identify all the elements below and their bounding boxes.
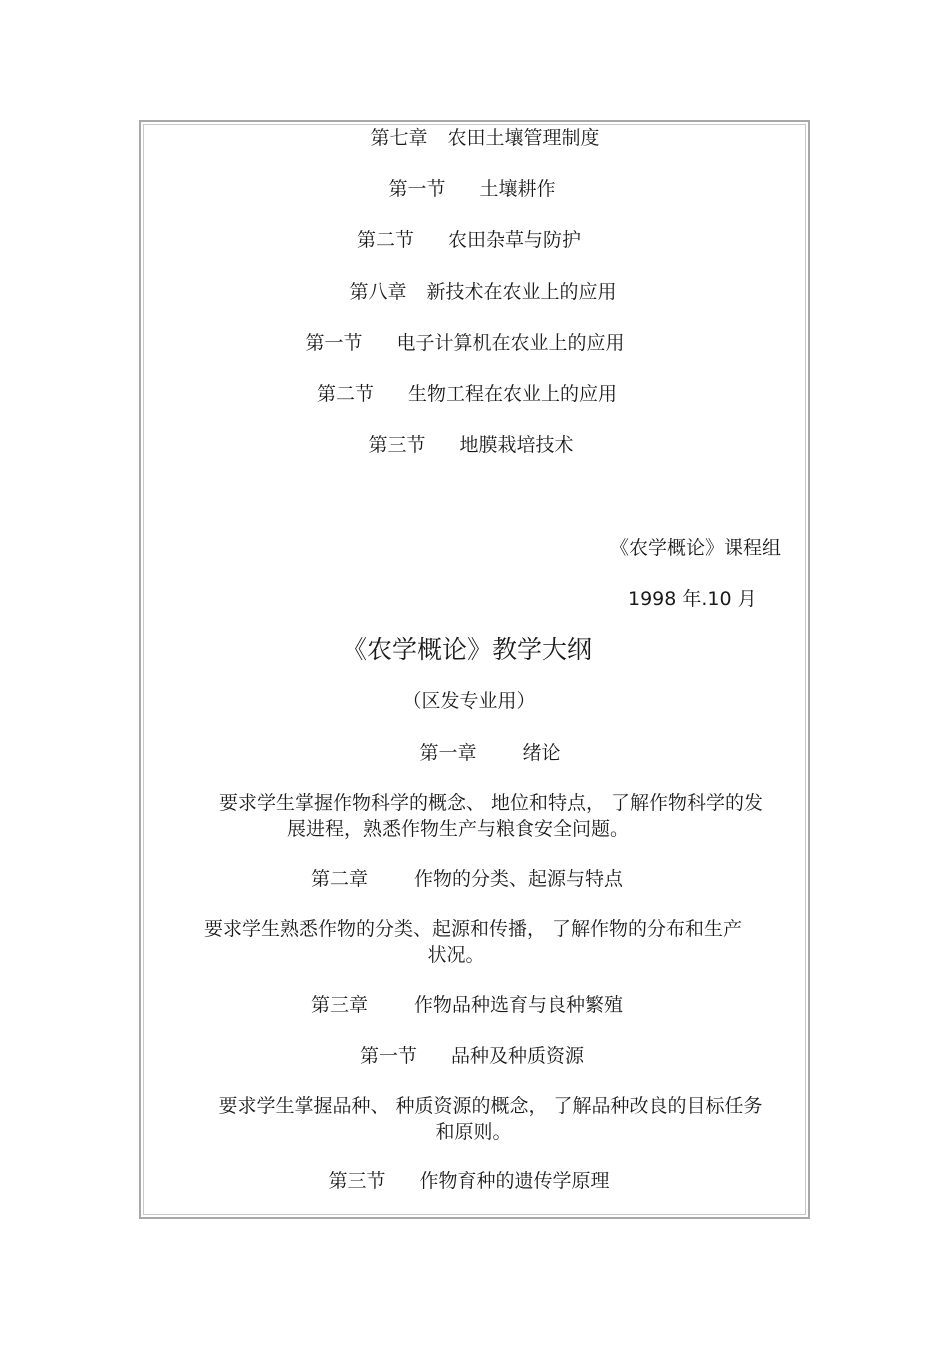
chapter-label: 第二章	[310, 868, 368, 890]
section-title: 农田杂草与防护	[448, 229, 582, 251]
chapter-heading	[0, 992, 942, 1018]
section-heading	[0, 1043, 947, 1069]
chapter-title: 作物的分类、起源与特点	[414, 868, 624, 890]
section-label: 第三节	[328, 1170, 386, 1192]
document-subtitle: （区发专业用）	[402, 690, 536, 712]
requirement-line: 要求学生掌握品种、 种质资源的概念， 了解品种改良的目标任务	[218, 1095, 763, 1117]
chapter-label: 第三章	[310, 994, 368, 1016]
section-heading	[0, 227, 944, 253]
section-label: 第二节	[316, 383, 374, 405]
section-title: 品种及种质资源	[451, 1045, 585, 1067]
signature-date: 1998 年.10 月	[628, 588, 757, 610]
section-requirement	[188, 1093, 793, 1145]
chapter-heading	[10, 125, 950, 151]
section-label: 第一节	[305, 332, 363, 354]
chapter-title: 绪论	[522, 742, 561, 764]
requirement-line: 和原则。	[435, 1121, 512, 1143]
section-title: 电子计算机在农业上的应用	[396, 332, 625, 354]
chapter-title: 农田土壤管理制度	[447, 127, 600, 149]
chapter-heading	[0, 866, 942, 892]
chapter-requirement	[178, 916, 768, 968]
section-title: 地膜栽培技术	[459, 434, 574, 456]
section-heading	[0, 176, 947, 202]
section-heading	[0, 381, 942, 407]
section-label: 第一节	[388, 178, 446, 200]
chapter-heading	[15, 740, 950, 766]
section-label: 第二节	[356, 229, 414, 251]
document-title: 《农学概论》教学大纲	[341, 635, 592, 664]
section-title: 生物工程在农业上的应用	[408, 383, 618, 405]
section-title: 作物育种的遗传学原理	[419, 1170, 610, 1192]
section-heading	[0, 432, 946, 458]
requirement-line: 要求学生掌握作物科学的概念、 地位和特点， 了解作物科学的发	[218, 792, 764, 814]
section-heading	[0, 1168, 944, 1194]
section-label: 第一节	[359, 1045, 417, 1067]
chapter-title: 作物品种选育与良种繁殖	[414, 994, 624, 1016]
section-label: 第三节	[368, 434, 426, 456]
section-heading	[0, 330, 940, 356]
section-title: 土壤耕作	[479, 178, 556, 200]
requirement-line: 展进程，熟悉作物生产与粮食安全问题。	[286, 818, 629, 840]
requirement-line: 状况。	[427, 944, 485, 966]
chapter-label: 第八章	[349, 281, 407, 303]
course-group-signature: 《农学概论》课程组	[610, 537, 782, 559]
chapter-label: 第七章	[370, 127, 428, 149]
chapter-heading	[8, 279, 950, 305]
requirement-line: 要求学生熟悉作物的分类、起源和传播， 了解作物的分布和生产	[203, 918, 743, 940]
chapter-requirement	[186, 790, 796, 842]
chapter-label: 第一章	[419, 742, 477, 764]
chapter-title: 新技术在农业上的应用	[426, 281, 617, 303]
